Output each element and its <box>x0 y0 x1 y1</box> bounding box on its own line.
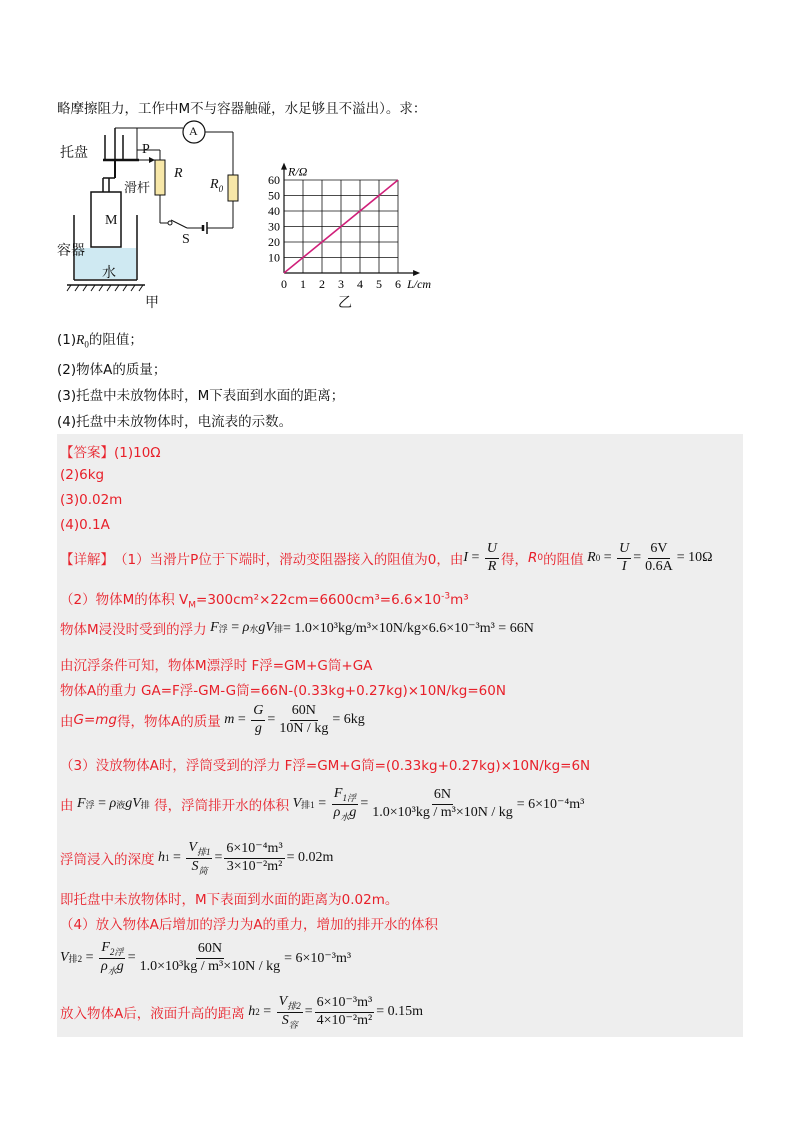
question-1: $(1)R_0$的阻值； <box>57 332 143 350</box>
detail-line-7: （3）没放物体A时，浮筒受到的浮力 F浮=GM+G筒=(0.33kg+0.27kg)×10N/kg=6N <box>60 758 591 774</box>
caption-yi: 乙 <box>338 295 352 311</box>
x-axis-arrow <box>413 270 420 276</box>
detail-line-12: V 排2 = $\frac{F_{2浮}}{\rho_水g}$ = $\frac{60N}{\text{1.0×10³kg / m³×10N / kg}}$ = 6×10⁻³m³ <box>60 940 352 976</box>
label-ammeter: A <box>189 124 198 138</box>
y-tick-label: 30 <box>268 219 280 234</box>
x-tick-label: 0 <box>281 277 287 291</box>
question-3: (3)托盘中未放物体时，M下表面到水面的距离； <box>57 388 345 404</box>
detail-line-5: 物体A的重力 GA=F浮-GM-G筒=66N-(0.33kg+0.27kg)×10N/kg=60N <box>60 683 506 699</box>
x-tick-label: 2 <box>319 277 325 291</box>
answer-line-3: (3)0.02m <box>60 492 123 508</box>
answer-line-2: (2)6kg <box>60 467 105 483</box>
y-axis-label: R/Ω <box>288 164 308 179</box>
y-tick-label: 20 <box>268 235 280 249</box>
x-tick-label: 1 <box>300 277 306 291</box>
x-tick-label: 5 <box>376 277 382 291</box>
x-tick-label: 4 <box>357 277 363 291</box>
y-tick-label: 40 <box>268 204 280 218</box>
label-R: R <box>174 166 183 181</box>
detail-line-8: 由 F 浮 = ρ 液 gV 排 得，浮筒排开水的体积 V 排1 = $\frac{F_{1浮}}{\rho_水g}$ = $\frac{6N}{\text{1.0×10³kg / m³×10N / kg}}$ = 6×10⁻⁴m³ <box>60 786 585 822</box>
detail-line-6: 由 G=mg 得，物体A的质量 m = $\frac{G}{g}$ = $\frac{60N}{10N / kg}$ = 6kg <box>60 703 365 736</box>
y-tick-label: 10 <box>268 250 280 265</box>
detail-line-9: 浮筒浸入的深度 h 1 = $\frac{V_{排1}}{S_筒}$ = $\frac{\text{6×10⁻⁴m³}}{\text{3×10⁻²m²}}$ = 0.02m <box>60 840 334 876</box>
label-water: 水 <box>102 265 116 281</box>
x-tick-label: 6 <box>395 277 401 291</box>
detail-line-2: （2）物体M的体积 $V_M=300cm^2\times 22cm=6600cm^3=6.6\times 10^{-3}m^3$ <box>60 591 469 611</box>
detail-line-3: 物体M浸没时受到的浮力 F 浮 = ρ 水 gV 排 = 1.0×10³kg/m³×10N/kg×6.6×10⁻³m³ = 66N <box>60 620 534 638</box>
label-container: 容器 <box>57 243 85 259</box>
label-slider: 滑杆 <box>124 181 151 196</box>
question-2: (2)物体A的质量； <box>57 362 167 378</box>
detail-line-10: 即托盘中未放物体时，M下表面到水面的距离为0.02m。 <box>60 892 399 908</box>
answer-line-1: 【答案】(1)10Ω <box>60 445 161 461</box>
r-l-chart <box>262 128 452 308</box>
caption-jia: 甲 <box>145 295 159 311</box>
intro-text: 略摩擦阻力，工作中M不与容器触碰，水足够且不溢出）。求： <box>57 101 427 117</box>
x-tick-label: 3 <box>338 277 344 291</box>
label-P: P <box>142 142 150 157</box>
question-4: (4)托盘中未放物体时，电流表的示数。 <box>57 414 293 430</box>
detail-line-11: （4）放入物体A后增加的浮力为A的重力，增加的排开水的体积 <box>60 917 439 933</box>
detail-line-1: 【详解】 （1）当滑片P位于下端时，滑动变阻器接入的阻值为0，由 I = $\frac{U}{R}$ 得， R 0 的阻值 R 0 = $\frac{U}{I}$ = $\frac{6V}{0.6A}$ = 10Ω <box>60 541 713 574</box>
y-tick-label: 60 <box>268 173 280 187</box>
y-axis-arrow <box>281 163 287 170</box>
label-R0: $R_0$ <box>210 177 224 194</box>
detail-line-13: 放入物体A后，液面升高的距离 h 2 = $\frac{V_{排2}}{S_容}$ = $\frac{\text{6×10⁻³m³}}{\text{4×10⁻²m²}}$ = 0.15m <box>60 994 424 1030</box>
detail-line-4: 由沉浮条件可知，物体M漂浮时 F浮=GM+G筒+GA <box>60 658 373 674</box>
x-axis-label: L/cm <box>407 277 432 291</box>
label-tray: 托盘 <box>60 145 88 161</box>
answer-line-4: (4)0.1A <box>60 517 110 533</box>
y-tick-label: 50 <box>268 188 280 203</box>
label-switch: S <box>182 232 190 247</box>
label-M: M <box>105 213 118 228</box>
